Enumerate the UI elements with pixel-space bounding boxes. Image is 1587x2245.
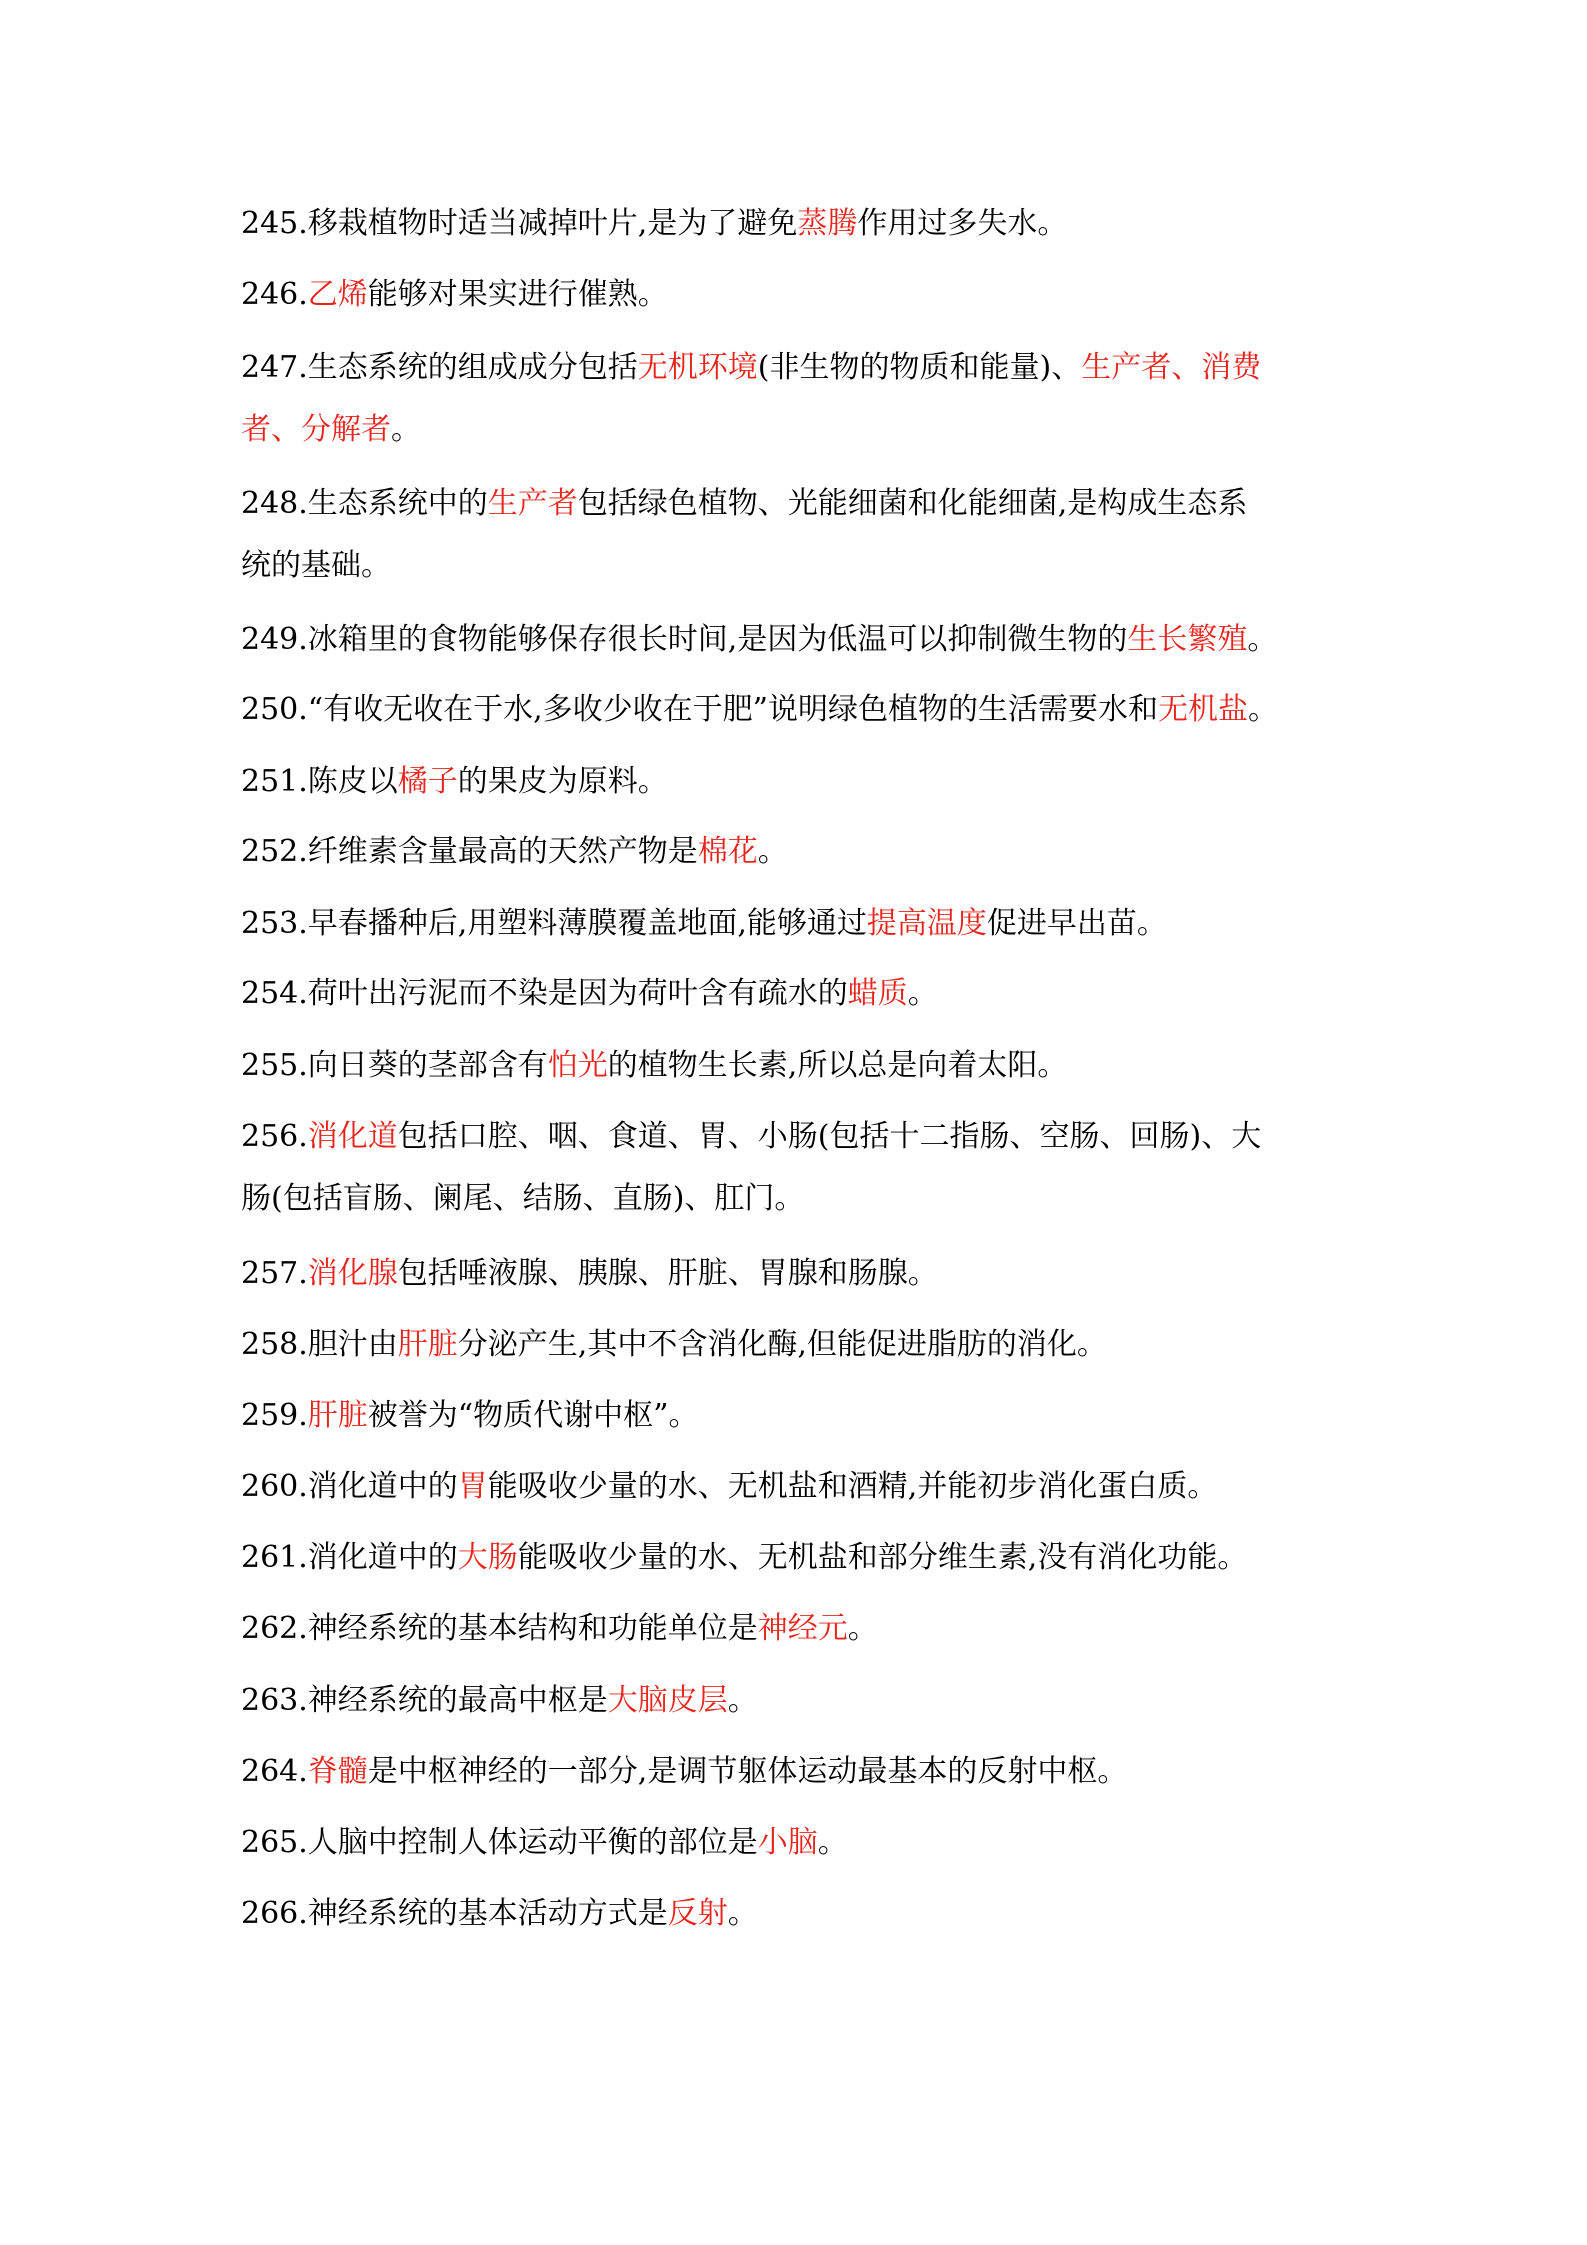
item-number: 266.: [241, 1896, 308, 1931]
item-number: 258.: [241, 1327, 308, 1362]
item-262: 262.神经系统的基本结构和功能单位是神经元。: [241, 1611, 878, 1646]
item-256: 256.消化道包括口腔、咽、食道、胃、小肠(包括十二指肠、空肠、回肠)、大 肠(包括盲肠、阑尾、结肠、直肠)、肛门。: [241, 1106, 1366, 1230]
highlighted-term: 消化道: [307, 1119, 398, 1154]
item-number: 257.: [241, 1256, 308, 1291]
item-259: 259.肝脏被誉为“物质代谢中枢”。: [241, 1398, 699, 1433]
highlighted-term: 者、分解者: [241, 412, 391, 447]
highlighted-term: 小脑: [757, 1825, 818, 1860]
item-255: 255.向日葵的茎部含有怕光的植物生长素,所以总是向着太阳。: [241, 1048, 1068, 1083]
highlighted-term: 脊髓: [307, 1754, 368, 1789]
highlighted-term: 生长繁殖: [1127, 622, 1248, 657]
item-number: 250.: [241, 692, 308, 727]
item-253: 253.早春播种后,用塑料薄膜覆盖地面,能够通过提高温度促进早出苗。: [241, 906, 1167, 941]
highlighted-term: 橘子: [397, 764, 458, 799]
item-number: 248.: [241, 486, 308, 521]
item-number: 255.: [241, 1048, 308, 1083]
item-number: 254.: [241, 976, 308, 1011]
item-249: 249.冰箱里的食物能够保存很长时间,是因为低温可以抑制微生物的生长繁殖。: [241, 622, 1278, 657]
item-265: 265.人脑中控制人体运动平衡的部位是小脑。: [241, 1825, 848, 1860]
item-257: 257.消化腺包括唾液腺、胰腺、肝脏、胃腺和肠腺。: [241, 1256, 938, 1291]
highlighted-term: 乙烯: [307, 277, 368, 312]
item-263: 263.神经系统的最高中枢是大脑皮层。: [241, 1683, 758, 1718]
highlighted-term: 棉花: [697, 834, 758, 869]
item-264: 264.脊髓是中枢神经的一部分,是调节躯体运动最基本的反射中枢。: [241, 1754, 1128, 1789]
item-number: 252.: [241, 834, 308, 869]
highlighted-term: 大肠: [457, 1540, 518, 1575]
item-number: 251.: [241, 764, 308, 799]
item-number: 247.: [241, 350, 308, 385]
item-247: 247.生态系统的组成成分包括无机环境(非生物的物质和能量)、生产者、消费 者、分解者。: [241, 337, 1366, 461]
item-number: 249.: [241, 622, 308, 657]
item-number: 265.: [241, 1825, 308, 1860]
highlighted-term: 提高温度: [866, 906, 987, 941]
item-number: 256.: [241, 1119, 308, 1154]
highlighted-term: 肝脏: [397, 1327, 458, 1362]
highlighted-term: 无机环境: [637, 350, 758, 385]
highlighted-term: 神经元: [757, 1611, 848, 1646]
item-number: 253.: [241, 906, 308, 941]
highlighted-term: 蒸腾: [797, 206, 858, 241]
item-number: 259.: [241, 1398, 308, 1433]
item-number: 263.: [241, 1683, 308, 1718]
item-number: 260.: [241, 1469, 308, 1504]
item-252: 252.纤维素含量最高的天然产物是棉花。: [241, 834, 788, 869]
item-continuation: 统的基础。: [241, 548, 391, 583]
item-245: 245.移栽植物时适当减掉叶片,是为了避免蒸腾作用过多失水。: [241, 206, 1068, 241]
item-261: 261.消化道中的大肠能吸收少量的水、无机盐和部分维生素,没有消化功能。: [241, 1540, 1248, 1575]
item-number: 245.: [241, 206, 308, 241]
highlighted-term: 生产者: [487, 486, 578, 521]
highlighted-term: 无机盐: [1158, 692, 1249, 727]
item-246: 246.乙烯能够对果实进行催熟。: [241, 277, 668, 312]
highlighted-term: 生产者、消费: [1081, 350, 1262, 385]
item-number: 264.: [241, 1754, 308, 1789]
highlighted-term: 蜡质: [847, 976, 908, 1011]
item-260: 260.消化道中的胃能吸收少量的水、无机盐和酒精,并能初步消化蛋白质。: [241, 1469, 1218, 1504]
item-continuation: 肠(包括盲肠、阑尾、结肠、直肠)、肛门。: [241, 1181, 805, 1216]
item-251: 251.陈皮以橘子的果皮为原料。: [241, 764, 668, 799]
item-248: 248.生态系统中的生产者包括绿色植物、光能细菌和化能细菌,是构成生态系 统的基础。: [241, 473, 1366, 597]
highlighted-term: 怕光: [547, 1048, 608, 1083]
highlighted-term: 消化腺: [307, 1256, 398, 1291]
item-number: 246.: [241, 277, 308, 312]
highlighted-term: 反射: [667, 1896, 728, 1931]
highlighted-term: 胃: [457, 1469, 488, 1504]
item-258: 258.胆汁由肝脏分泌产生,其中不含消化酶,但能促进脂肪的消化。: [241, 1327, 1107, 1362]
item-number: 262.: [241, 1611, 308, 1646]
item-254: 254.荷叶出污泥而不染是因为荷叶含有疏水的蜡质。: [241, 976, 938, 1011]
item-250: 250.“有收无收在于水,多收少收在于肥”说明绿色植物的生活需要水和无机盐。: [241, 692, 1279, 727]
highlighted-term: 肝脏: [307, 1398, 368, 1433]
highlighted-term: 大脑皮层: [607, 1683, 728, 1718]
item-number: 261.: [241, 1540, 308, 1575]
item-266: 266.神经系统的基本活动方式是反射。: [241, 1896, 758, 1931]
item-continuation: 者、分解者。: [241, 412, 421, 447]
